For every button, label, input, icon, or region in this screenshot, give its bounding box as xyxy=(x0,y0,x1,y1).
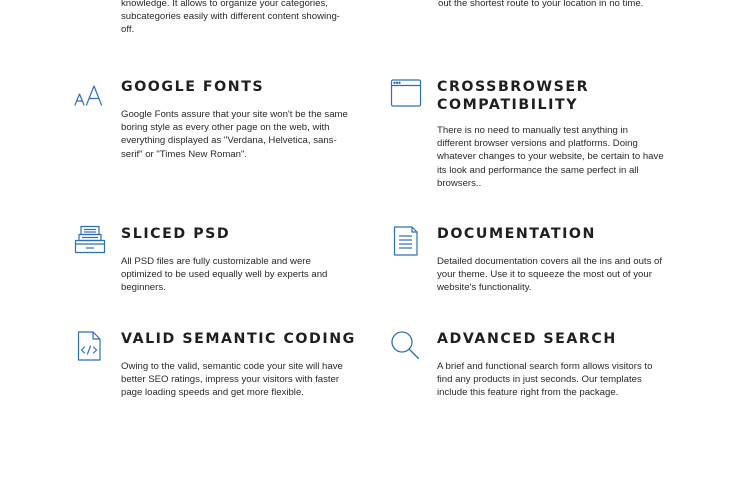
code-file-icon xyxy=(74,330,106,362)
feature-description: Google Fonts assure that your site won't be the same boring style as every other page on the web, with everything displayed as "Verdana, Helvetica, sans-serif" or "Times New Roman". xyxy=(121,109,348,160)
feature-description: Detailed documentation covers all the ins and outs of your theme. Use it to squeeze the most out of your website's functionality. xyxy=(437,256,663,294)
feature-description: Owing to the valid, semantic code your site will have better SEO ratings, impress your visitors with faster page loading speeds and get more flexible. xyxy=(121,361,343,399)
feature-title: CROSSBROWSER COMPATIBILITY xyxy=(437,79,590,113)
layers-tray-icon xyxy=(74,225,106,257)
font-size-icon xyxy=(74,82,106,114)
feature-title: ADVANCED SEARCH xyxy=(437,331,617,347)
feature-description: A brief and functional search form allows visitors to find any products in just seconds. Our templates include this feature right from the package. xyxy=(437,361,653,399)
search-icon xyxy=(390,330,422,362)
feature-text-fragment-right: out the shortest route to your location in no time. xyxy=(438,0,644,9)
feature-title: GOOGLE FONTS xyxy=(121,79,265,95)
feature-description: There is no need to manually test anything in different browser versions and platforms. Doing whatever changes to your website, be certain to have its look and performance the same perfect in all browsers.. xyxy=(437,125,664,189)
browser-window-icon xyxy=(390,78,422,110)
feature-description: All PSD files are fully customizable and were optimized to be used equally well by experts and beginners. xyxy=(121,256,328,294)
feature-title: SLICED PSD xyxy=(121,226,231,242)
document-icon xyxy=(390,225,422,257)
feature-title: VALID SEMANTIC CODING xyxy=(121,331,356,347)
feature-title: DOCUMENTATION xyxy=(437,226,596,242)
feature-text-fragment-left: knowledge. It allows to organize your categories, subcategories easily with different content showing-off. xyxy=(121,0,341,35)
